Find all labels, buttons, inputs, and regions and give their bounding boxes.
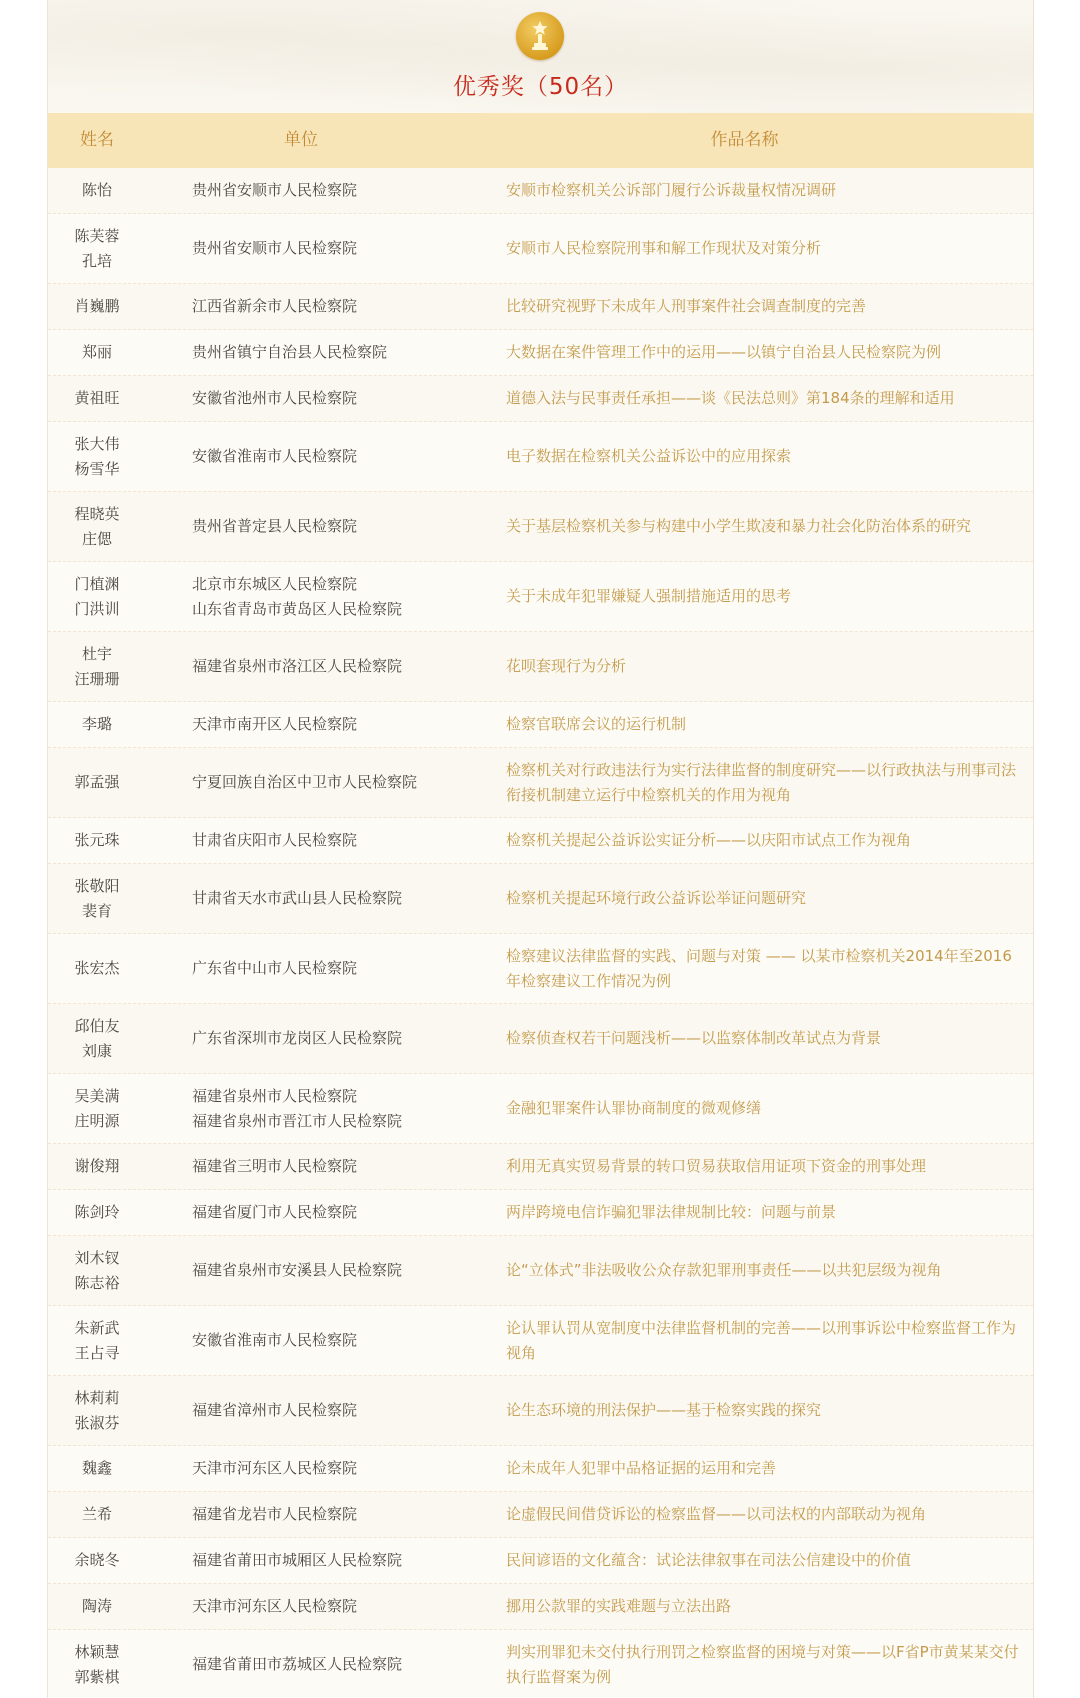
cell-work: 论“立体式”非法吸收公众存款犯罪刑事责任——以共犯层级为视角 xyxy=(506,1261,942,1279)
table-row xyxy=(48,1538,1033,1584)
table-row xyxy=(48,1584,1033,1630)
cell-unit: 福建省泉州市安溪县人民检察院 xyxy=(192,1261,403,1279)
award-banner xyxy=(48,0,1033,113)
cell-name: 陈剑玲 xyxy=(74,1203,120,1221)
cell-name: 吴美满 庄明源 xyxy=(74,1086,120,1130)
cell-work: 检察机关提起环境行政公益诉讼举证问题研究 xyxy=(506,889,807,907)
cell-name: 张大伟 杨雪华 xyxy=(74,434,120,478)
cell-name: 黄祖旺 xyxy=(74,389,120,407)
cell-work: 论虚假民间借贷诉讼的检察监督——以司法权的内部联动为视角 xyxy=(506,1505,927,1523)
table-row xyxy=(48,562,1033,632)
trophy-medal-icon xyxy=(516,12,564,60)
cell-work: 论未成年人犯罪中品格证据的运用和完善 xyxy=(506,1459,777,1477)
cell-name: 郭孟强 xyxy=(74,773,120,791)
cell-name: 陈怡 xyxy=(81,181,112,199)
cell-unit: 福建省莆田市城厢区人民检察院 xyxy=(192,1551,403,1569)
cell-name: 张元珠 xyxy=(74,831,120,849)
table-row xyxy=(48,422,1033,492)
table-row xyxy=(48,818,1033,864)
table-row xyxy=(48,748,1033,818)
cell-unit: 贵州省安顺市人民检察院 xyxy=(192,181,358,199)
cell-name: 杜宇 汪珊珊 xyxy=(74,644,120,688)
cell-name: 陈芙蓉 孔培 xyxy=(74,226,120,270)
table-row xyxy=(48,864,1033,934)
cell-unit: 北京市东城区人民检察院 山东省青岛市黄岛区人民检察院 xyxy=(192,574,403,618)
table-row xyxy=(48,934,1033,1004)
cell-unit: 福建省厦门市人民检察院 xyxy=(192,1203,358,1221)
cell-work: 电子数据在检察机关公益诉讼中的应用探索 xyxy=(506,447,792,465)
table-row xyxy=(48,1446,1033,1492)
table-row xyxy=(48,1144,1033,1190)
cell-unit: 福建省泉州市人民检察院 福建省泉州市晋江市人民检察院 xyxy=(192,1086,403,1130)
cell-unit: 福建省莆田市荔城区人民检察院 xyxy=(192,1655,403,1673)
table-row xyxy=(48,330,1033,376)
table-row xyxy=(48,702,1033,748)
cell-name: 门植渊 门洪训 xyxy=(74,574,120,618)
cell-unit: 甘肃省天水市武山县人民检察院 xyxy=(192,889,403,907)
table-row xyxy=(48,1630,1033,1698)
cell-name: 张敬阳 裴育 xyxy=(74,876,120,920)
cell-unit: 广东省深圳市龙岗区人民检察院 xyxy=(192,1029,403,1047)
cell-name: 郑丽 xyxy=(81,343,112,361)
cell-work: 大数据在案件管理工作中的运用——以镇宁自治县人民检察院为例 xyxy=(506,343,942,361)
cell-work: 检察机关提起公益诉讼实证分析——以庆阳市试点工作为视角 xyxy=(506,831,912,849)
table-row xyxy=(48,1306,1033,1376)
cell-work: 论认罪认罚从宽制度中法律监督机制的完善——以刑事诉讼中检察监督工作为视角 xyxy=(506,1318,1017,1362)
header-unit: 单位 xyxy=(284,130,318,150)
cell-work: 金融犯罪案件认罪协商制度的微观修缮 xyxy=(506,1099,762,1117)
cell-unit: 贵州省安顺市人民检察院 xyxy=(192,239,358,257)
trophy-icon xyxy=(525,19,555,53)
table-body xyxy=(48,168,1033,1698)
cell-work: 比较研究视野下未成年人刑事案件社会调查制度的完善 xyxy=(506,297,867,315)
cell-work: 判实刑罪犯未交付执行刑罚之检察监督的困境与对策——以F省P市黄某某交付执行监督案为例 xyxy=(506,1642,1019,1686)
cell-work: 道德入法与民事责任承担——谈《民法总则》第184条的理解和适用 xyxy=(506,389,955,407)
table-row xyxy=(48,1236,1033,1306)
cell-unit: 江西省新余市人民检察院 xyxy=(192,297,358,315)
cell-work: 检察官联席会议的运行机制 xyxy=(506,715,687,733)
table-row xyxy=(48,1376,1033,1446)
cell-unit: 甘肃省庆阳市人民检察院 xyxy=(192,831,358,849)
award-card xyxy=(47,0,1034,1698)
table-row xyxy=(48,1492,1033,1538)
cell-name: 谢俊翔 xyxy=(74,1157,120,1175)
cell-unit: 福建省泉州市洛江区人民检察院 xyxy=(192,657,403,675)
table-row xyxy=(48,284,1033,330)
cell-unit: 广东省中山市人民检察院 xyxy=(192,959,358,977)
cell-name: 朱新武 王占寻 xyxy=(74,1318,120,1362)
award-title: 优秀奖（50名） xyxy=(452,74,629,100)
cell-unit: 天津市河东区人民检察院 xyxy=(192,1459,358,1477)
header-work: 作品名称 xyxy=(710,130,779,150)
table-row xyxy=(48,632,1033,702)
cell-name: 林莉莉 张淑芬 xyxy=(74,1388,120,1432)
cell-work: 安顺市检察机关公诉部门履行公诉裁量权情况调研 xyxy=(506,181,837,199)
table-row xyxy=(48,214,1033,284)
cell-name: 张宏杰 xyxy=(74,959,120,977)
cell-unit: 宁夏回族自治区中卫市人民检察院 xyxy=(192,773,418,791)
header-name: 姓名 xyxy=(80,130,114,150)
cell-name: 李璐 xyxy=(81,715,112,733)
cell-unit: 安徽省淮南市人民检察院 xyxy=(192,447,358,465)
table-row xyxy=(48,376,1033,422)
cell-unit: 安徽省淮南市人民检察院 xyxy=(192,1331,358,1349)
cell-work: 安顺市人民检察院刑事和解工作现状及对策分析 xyxy=(506,239,822,257)
cell-name: 林颖慧 郭紫棋 xyxy=(74,1642,120,1686)
cell-name: 魏鑫 xyxy=(81,1459,112,1477)
cell-unit: 天津市河东区人民检察院 xyxy=(192,1597,358,1615)
cell-unit: 贵州省镇宁自治县人民检察院 xyxy=(192,343,388,361)
cell-work: 利用无真实贸易背景的转口贸易获取信用证项下资金的刑事处理 xyxy=(506,1157,927,1175)
cell-unit: 福建省三明市人民检察院 xyxy=(192,1157,358,1175)
cell-work: 挪用公款罪的实践难题与立法出路 xyxy=(506,1597,732,1615)
cell-work: 检察侦查权若干问题浅析——以监察体制改革试点为背景 xyxy=(506,1029,882,1047)
cell-unit: 福建省漳州市人民检察院 xyxy=(192,1401,358,1419)
cell-name: 陶涛 xyxy=(81,1597,112,1615)
table-header xyxy=(48,113,1033,168)
cell-work: 关于未成年犯罪嫌疑人强制措施适用的思考 xyxy=(506,587,792,605)
table-row xyxy=(48,1074,1033,1144)
cell-work: 论生态环境的刑法保护——基于检察实践的探究 xyxy=(506,1401,822,1419)
cell-work: 检察建议法律监督的实践、问题与对策 —— 以某市检察机关2014年至2016年检察建议工作情况为例 xyxy=(506,946,1012,990)
cell-name: 邱伯友 刘康 xyxy=(74,1016,120,1060)
cell-name: 肖巍鹏 xyxy=(74,297,120,315)
table-row xyxy=(48,492,1033,562)
cell-work: 关于基层检察机关参与构建中小学生欺凌和暴力社会化防治体系的研究 xyxy=(506,517,972,535)
cell-name: 兰希 xyxy=(81,1505,112,1523)
table-row xyxy=(48,1190,1033,1236)
cell-unit: 天津市南开区人民检察院 xyxy=(192,715,358,733)
table-row xyxy=(48,1004,1033,1074)
cell-work: 检察机关对行政违法行为实行法律监督的制度研究——以行政执法与刑事司法衔接机制建立运行中检察机关的作用为视角 xyxy=(506,760,1017,804)
cell-work: 民间谚语的文化蕴含：试论法律叙事在司法公信建设中的价值 xyxy=(506,1551,912,1569)
cell-name: 刘木钗 陈志裕 xyxy=(74,1248,120,1292)
cell-unit: 安徽省池州市人民检察院 xyxy=(192,389,358,407)
cell-unit: 福建省龙岩市人民检察院 xyxy=(192,1505,358,1523)
table-row xyxy=(48,168,1033,214)
cell-work: 两岸跨境电信诈骗犯罪法律规制比较：问题与前景 xyxy=(506,1203,837,1221)
cell-unit: 贵州省普定县人民检察院 xyxy=(192,517,358,535)
cell-work: 花呗套现行为分析 xyxy=(506,657,627,675)
cell-name: 程晓英 庄偲 xyxy=(74,504,120,548)
cell-name: 余晓冬 xyxy=(74,1551,120,1569)
